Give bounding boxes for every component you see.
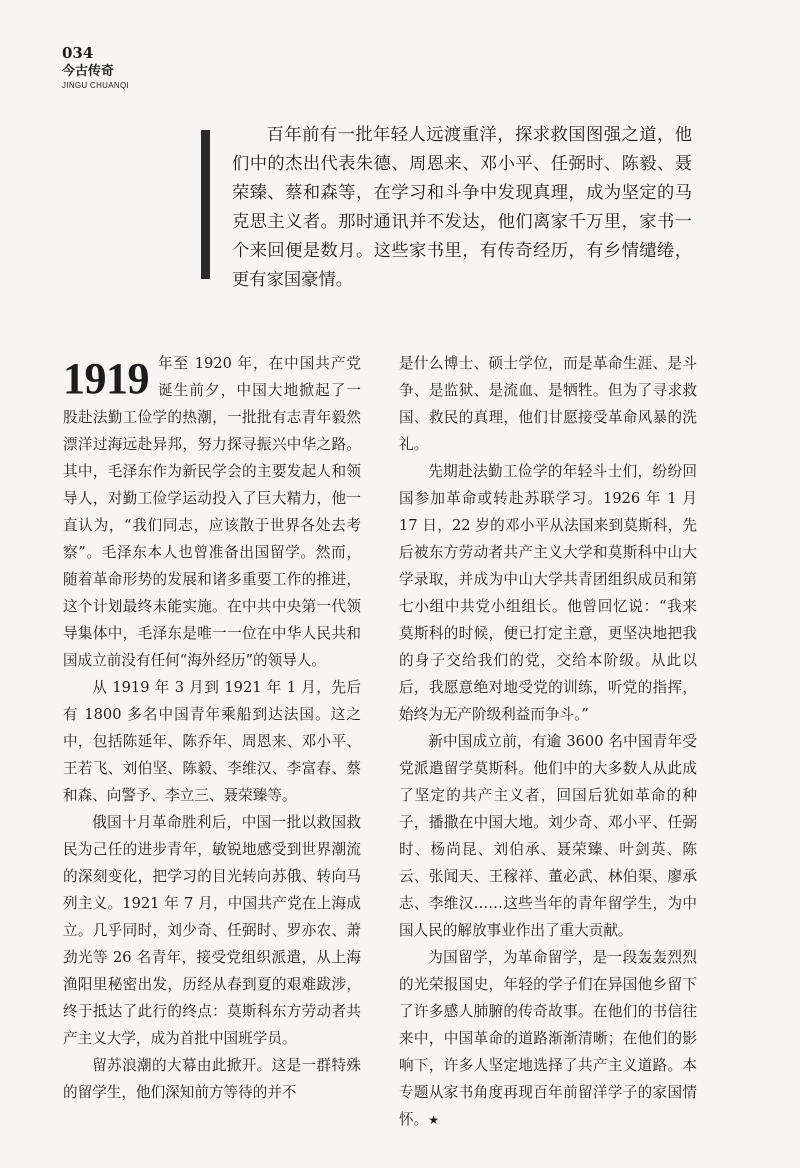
article-paragraph: 从 1919 年 3 月到 1921 年 1 月，先后有 1800 多名中国青年乘船到达法国。这之中，包括陈延年、陈乔年、周恩来、邓小平、王若飞、刘伯坚、陈毅、李维汉、李富春、蔡和森、向警予、李立三、聂荣臻等。 (63, 679, 361, 804)
magazine-name: 今古传奇 (62, 64, 115, 79)
intro-block (232, 121, 692, 295)
intro-accent-bar (201, 130, 210, 279)
article-paragraph: 先期赴法勤工俭学的年轻斗士们，纷纷回国参加革命或转赴苏联学习。1926 年 1 月 17 日，22 岁的邓小平从法国来到莫斯科，先后被东方劳动者共产主义大学和莫斯科中山大学录取，并成为中山大学共青团组织成员和第七小组中共党小组组长。他曾回忆说：“我来莫斯科的时候，便已打定主意，更坚决地把我的身子交给我们的党，交给本阶级。从此以后，我愿意绝对地受党的训练，听党的指挥，始终为无产阶级利益而争斗。” (399, 463, 697, 723)
dropcap-year: 1919 (63, 354, 149, 403)
end-star-icon: ★ (428, 1113, 439, 1127)
article-paragraph: 是什么博士、硕士学位，而是革命生涯、是斗争、是监狱、是流血、是牺牲。但为了寻求救国、救民的真理，他们甘愿接受革命风暴的洗礼。 (399, 355, 697, 453)
intro-paragraph: 百年前有一批年轻人远渡重洋，探求救国图强之道，他们中的杰出代表朱德、周恩来、邓小平、任弼时、陈毅、聂荣臻、蔡和森等，在学习和斗争中发现真理，成为坚定的马克思主义者。那时通讯并不发达，他们离家千万里，家书一个来回便是数月。这些家书里，有传奇经历，有乡情缱绻，更有家国豪情。 (232, 125, 692, 290)
article-paragraph: 新中国成立前，有逾 3600 名中国青年受党派遣留学莫斯科。他们中的大多数人从此成了坚定的共产主义者，回国后犹如革命的种子，播撒在中国大地。刘少奇、邓小平、任弼时、杨尚昆、刘伯承、聂荣臻、叶剑英、陈云、张闻天、王稼祥、董必武、林伯渠、廖承志、李维汉……这些当年的青年留学生，为中国人民的解放事业作出了重大贡献。 (399, 733, 697, 939)
page-header (62, 44, 129, 91)
paragraph-text: 为国留学，为革命留学，是一段轰轰烈烈的光荣报国史，年轻的学子们在异国他乡留下了许多感人肺腑的传奇故事。在他们的书信往来中，中国革命的道路渐渐清晰；在他们的影响下，许多人坚定地选择了共产主义道路。本专题从家书角度再现百年前留洋学子的家国情怀。 (399, 949, 697, 1128)
article-column-left (63, 350, 361, 1106)
article-paragraph (63, 350, 361, 674)
article-paragraph: 留苏浪潮的大幕由此掀开。这是一群特殊的留学生，他们深知前方等待的并不 (63, 1057, 361, 1101)
article-paragraph: 俄国十月革命胜利后，中国一批以救国救民为己任的进步青年，敏锐地感受到世界潮流的深刻变化，把学习的目光转向苏俄、转向马列主义。1921 年 7 月，中国共产党在上海成立。几乎同时，刘少奇、任弼时、罗亦农、萧劲光等 26 名青年，接受党组织派遣，从上海渔阳里秘密出发，历经从春到夏的艰难跋涉，终于抵达了此行的终点：莫斯科东方劳动者共产主义大学，成为首批中国班学员。 (63, 814, 361, 1047)
article-column-right (399, 350, 697, 1134)
page-number: 034 (62, 44, 94, 62)
magazine-pinyin: JINGU CHUANQI (62, 81, 130, 90)
article-paragraph (399, 944, 697, 1134)
paragraph-text: 年至 1920 年，在中国共产党诞生前夕，中国大地掀起了一股赴法勤工俭学的热潮，一批批有志青年毅然漂洋过海远赴异邦，努力探寻振兴中华之路。其中，毛泽东作为新民学会的主要发起人和领导人，对勤工俭学运动投入了巨大精力，他一直认为，“我们同志，应该散于世界各处去考察”。毛泽东本人也曾准备出国留学。然而，随着革命形势的发展和诸多重要工作的推进，这个计划最终未能实施。在中共中央第一代领导集体中，毛泽东是唯一一位在中华人民共和国成立前没有任何“海外经历”的领导人。 (63, 355, 361, 669)
